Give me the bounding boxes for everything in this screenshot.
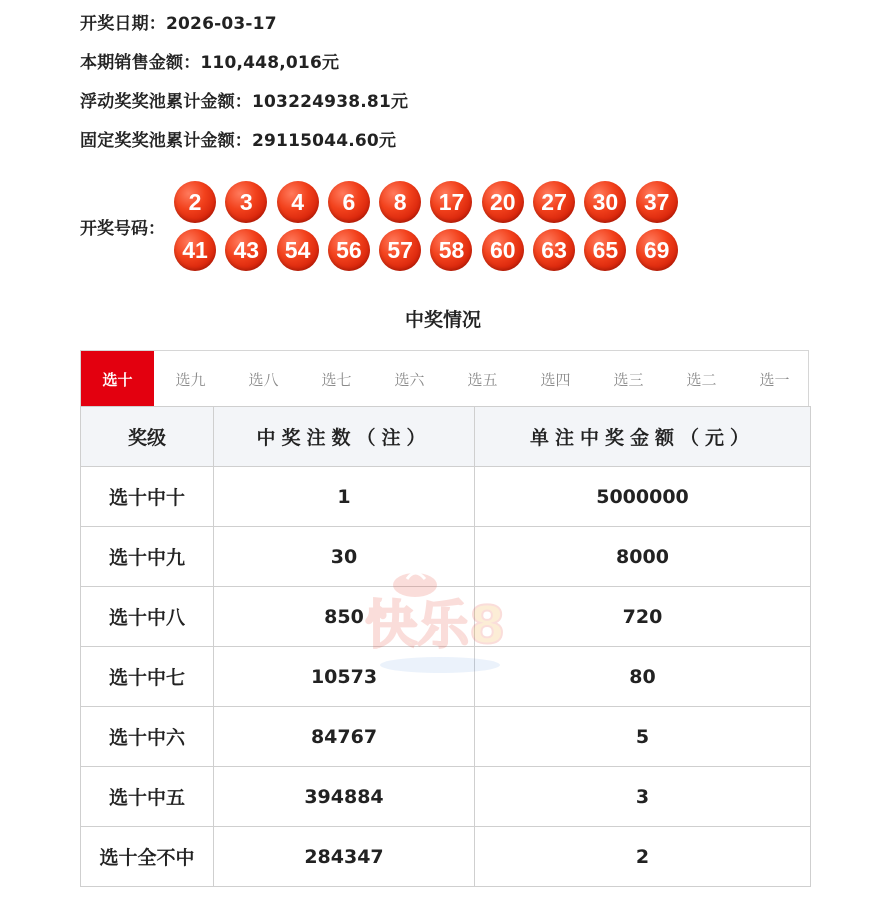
number-ball: 2 [174, 181, 216, 223]
header-prize-amount: 单注中奖金额（元） [475, 407, 811, 467]
float-pool-label: 浮动奖奖池累计金额： [80, 92, 252, 112]
number-ball: 63 [533, 229, 575, 271]
prize-level-cell: 选十中十 [81, 467, 214, 527]
play-type-tabs [80, 350, 809, 406]
prize-amount-cell: 2 [475, 827, 811, 887]
table-row [81, 767, 811, 827]
number-ball: 56 [328, 229, 370, 271]
sales-amount-label: 本期销售金额： [80, 53, 201, 73]
prize-level-cell: 选十中六 [81, 707, 214, 767]
table-row [81, 587, 811, 647]
prize-section-title: 中奖情况 [404, 309, 481, 331]
number-ball: 69 [636, 229, 678, 271]
draw-date-label: 开奖日期： [80, 14, 166, 34]
tab-xuan-9[interactable]: 选九 [175, 370, 206, 389]
watermark-brand-text: 快乐8 [365, 596, 506, 656]
tab-xuan-3[interactable]: 选三 [613, 370, 644, 389]
draw-date-value: 2026-03-17 [166, 14, 277, 34]
sales-amount-value: 110,448,016元 [200, 53, 340, 73]
tab-xuan-1[interactable]: 选一 [759, 370, 790, 389]
prize-level-cell: 选十全不中 [81, 827, 214, 887]
winning-count-cell: 30 [214, 527, 475, 587]
table-row [81, 527, 811, 587]
number-ball: 65 [584, 229, 626, 271]
prize-table [80, 406, 811, 887]
sales-amount-line [80, 48, 339, 73]
number-ball: 54 [277, 229, 319, 271]
number-ball: 3 [225, 181, 267, 223]
fixed-pool-value: 29115044.60元 [252, 131, 397, 151]
tab-xuan-10[interactable]: 选十 [81, 351, 154, 407]
float-pool-line [80, 87, 408, 112]
tab-xuan-4[interactable]: 选四 [540, 370, 571, 389]
draw-date-line [80, 9, 277, 34]
fixed-pool-label: 固定奖奖池累计金额： [80, 131, 252, 151]
number-ball: 4 [277, 181, 319, 223]
prize-amount-cell: 3 [475, 767, 811, 827]
tab-xuan-2[interactable]: 选二 [686, 370, 717, 389]
prize-amount-cell: 720 [475, 587, 811, 647]
winning-numbers-label: 开奖号码： [80, 219, 165, 239]
number-ball: 6 [328, 181, 370, 223]
winning-count-cell: 10573 [214, 647, 475, 707]
winning-numbers-balls [174, 181, 694, 273]
prize-amount-cell: 80 [475, 647, 811, 707]
prize-level-cell: 选十中九 [81, 527, 214, 587]
prize-level-cell: 选十中八 [81, 587, 214, 647]
winning-count-cell: 84767 [214, 707, 475, 767]
fixed-pool-line [80, 126, 396, 151]
prize-amount-cell: 8000 [475, 527, 811, 587]
number-ball: 60 [482, 229, 524, 271]
number-ball: 8 [379, 181, 421, 223]
table-row [81, 827, 811, 887]
table-row [81, 647, 811, 707]
tab-xuan-8[interactable]: 选八 [248, 370, 279, 389]
prize-amount-cell: 5000000 [475, 467, 811, 527]
tab-xuan-6[interactable]: 选六 [394, 370, 425, 389]
number-ball: 20 [482, 181, 524, 223]
number-ball: 17 [430, 181, 472, 223]
winning-count-cell: 1 [214, 467, 475, 527]
number-ball: 41 [174, 229, 216, 271]
prize-table-header-row [81, 407, 811, 467]
prize-level-cell: 选十中七 [81, 647, 214, 707]
table-row [81, 467, 811, 527]
number-ball: 58 [430, 229, 472, 271]
number-ball: 37 [636, 181, 678, 223]
tab-xuan-7[interactable]: 选七 [321, 370, 352, 389]
number-ball: 57 [379, 229, 421, 271]
prize-amount-cell: 5 [475, 707, 811, 767]
table-row [81, 707, 811, 767]
winning-count-cell: 394884 [214, 767, 475, 827]
prize-level-cell: 选十中五 [81, 767, 214, 827]
header-prize-level: 奖级 [81, 407, 214, 467]
float-pool-value: 103224938.81元 [252, 92, 409, 112]
number-ball: 30 [584, 181, 626, 223]
winning-count-cell: 850 [214, 587, 475, 647]
number-ball: 43 [225, 229, 267, 271]
header-winning-count: 中奖注数（注） [214, 407, 475, 467]
number-ball: 27 [533, 181, 575, 223]
tab-xuan-5[interactable]: 选五 [467, 370, 498, 389]
winning-count-cell: 284347 [214, 827, 475, 887]
